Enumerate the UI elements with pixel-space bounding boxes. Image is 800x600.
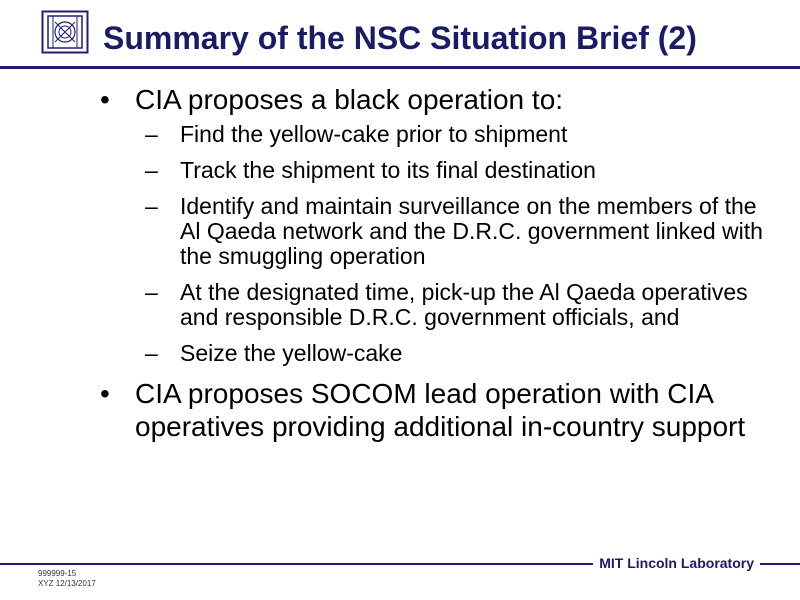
lab-name: MIT Lincoln Laboratory [593, 555, 760, 571]
bullet-item: • CIA proposes a black operation to: [100, 83, 780, 116]
slide-title: Summary of the NSC Situation Brief (2) [103, 20, 697, 56]
lincoln-lab-logo-icon [41, 10, 89, 54]
doc-id: 999999-15 [38, 569, 77, 578]
doc-date: XYZ 12/13/2017 [38, 579, 96, 588]
sub-bullet-item: – At the designated time, pick-up the Al Qaeda operatives and responsible D.R.C. government officials, and [145, 280, 780, 330]
slide-body [100, 83, 780, 443]
sub-bullet-item: – Seize the yellow-cake [145, 341, 780, 366]
title-divider [0, 66, 800, 69]
sub-bullet-item: – Identify and maintain surveillance on the members of the Al Qaeda network and the D.R.C. government linked with the smuggling operation [145, 194, 780, 269]
sub-bullet-item: – Find the yellow-cake prior to shipment [145, 122, 780, 147]
sub-bullet-item: – Track the shipment to its final destination [145, 158, 780, 183]
bullet-item: • CIA proposes SOCOM lead operation with CIA operatives providing additional in-country support [100, 377, 780, 443]
sub-bullet-list [145, 122, 780, 366]
